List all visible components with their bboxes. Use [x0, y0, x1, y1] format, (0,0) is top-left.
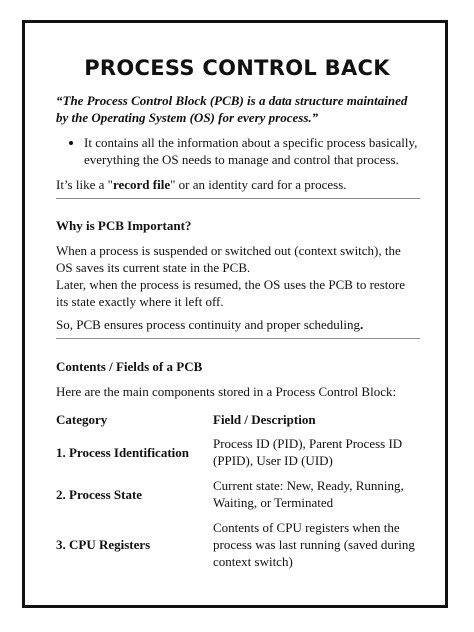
contents-heading: Contents / Fields of a PCB — [56, 359, 203, 374]
why-paragraph-3-period: . — [360, 317, 364, 332]
record-suffix: " or an identity card for a process. — [170, 177, 347, 192]
contents-intro: Here are the main components stored in a Process Control Block: — [56, 384, 397, 399]
pcb-fields-table — [56, 407, 420, 573]
category-cell: 2. Process State — [56, 486, 143, 502]
field-cell: Current state: New, Ready, Running, Waiting, or Terminated — [213, 478, 404, 510]
table-row — [56, 515, 420, 573]
section-divider — [56, 338, 420, 339]
record-prefix: It’s like a " — [56, 177, 113, 192]
intro-bullet-list — [56, 134, 420, 168]
why-paragraph-2: Later, when the process is resumed, the OS uses the PCB to restore its state exactly where it left off. — [56, 277, 405, 309]
column-header-category: Category — [56, 411, 108, 427]
why-paragraph-3-text: So, PCB ensures process continuity and proper scheduling — [56, 317, 361, 332]
table-row — [56, 431, 420, 473]
record-file-bold: record file — [112, 177, 171, 192]
bullet-item: • It contains all the information about a specific process basically, everything the OS needs to manage and control that process. — [84, 134, 420, 168]
category-cell: 3. CPU Registers — [56, 536, 151, 552]
why-paragraph-3 — [56, 316, 420, 333]
why-heading: Why is PCB Important? — [56, 218, 192, 233]
page-title: PROCESS CONTROL BACK — [84, 56, 390, 80]
document-body — [56, 92, 420, 573]
table-row — [56, 473, 420, 515]
why-paragraph-1: When a process is suspended or switched out (context switch), the OS saves its current state in the PCB. — [56, 243, 401, 275]
table-header-row — [56, 407, 420, 431]
column-header-field: Field / Description — [213, 411, 316, 427]
record-file-paragraph — [56, 176, 420, 193]
field-cell: Contents of CPU registers when the process was last running (saved during context switch) — [213, 519, 415, 569]
section-divider — [56, 198, 420, 199]
pcb-definition-quote: “The Process Control Block (PCB) is a data structure maintained by the Operating System (OS) for every process.” — [56, 93, 408, 125]
field-cell: Process ID (PID), Parent Process ID (PPID), User ID (UID) — [213, 436, 403, 468]
category-cell: 1. Process Identification — [56, 444, 189, 460]
